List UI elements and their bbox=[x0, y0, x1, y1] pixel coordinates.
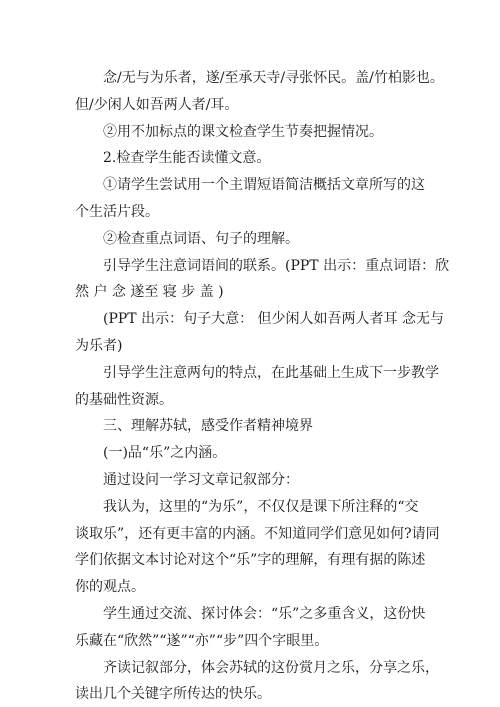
line-text: 通过设问一学习文章记叙部分： bbox=[103, 472, 299, 488]
line-text: 齐读记叙部分，体会苏轼的这份赏月之乐，分享之乐， bbox=[103, 660, 439, 676]
line-text: (一)品“乐”之内涵。 bbox=[103, 445, 227, 461]
line-text: 引导学生注意词语间的联系。(PPT 出示：重点词语：欣 bbox=[103, 258, 450, 274]
line-text: 引导学生注意两句的特点，在此基础上生成下一步教学 bbox=[103, 365, 439, 381]
line-text: ①请学生尝试用一个主谓短语简洁概括文章所写的这 bbox=[103, 177, 425, 193]
line-text: 2.检查学生能否读懂文意。 bbox=[103, 150, 271, 166]
line-text: 我认为，这里的“为乐”，不仅仅是课下所注释的“交 bbox=[103, 499, 419, 515]
line-text: 个生活片段。 bbox=[75, 204, 159, 220]
line-text: 三、理解苏轼，感受作者精神境界 bbox=[103, 418, 313, 434]
line-text: ②检查重点词语、句子的理解。 bbox=[103, 231, 299, 247]
line-text: 但/少闲人如吾两人者/耳。 bbox=[75, 97, 239, 113]
line-text: 的基础性资源。 bbox=[75, 392, 173, 408]
line-text: 你的观点。 bbox=[75, 579, 145, 595]
line-text: 念/无与为乐者，遂/至承天寺/寻张怀民。盖/竹柏影也。 bbox=[103, 70, 444, 86]
line-text: 学生通过交流、探讨体会：“乐”之多重含义，这份快 bbox=[103, 606, 426, 622]
line-text: 然 户 念 遂至 寝 步 盖 ) bbox=[75, 284, 224, 300]
line-text: ②用不加标点的课文检查学生节奏把握情况。 bbox=[103, 124, 383, 140]
line-text: 谈取乐”，还有更丰富的内涵。不知道同学们意见如何?请同 bbox=[75, 526, 440, 542]
line-text: 学们依据文本讨论对这个“乐”字的理解，有理有据的陈述 bbox=[75, 552, 426, 568]
line-text: (PPT 出示：句子大意： 但少闲人如吾两人者耳 念无与 bbox=[103, 311, 444, 327]
line-text: 乐藏在“欣然”“遂”“亦”“步”四个字眼里。 bbox=[75, 633, 329, 649]
line-text: 读出几个关键字所传达的快乐。 bbox=[75, 686, 271, 702]
line-text: 为乐者) bbox=[75, 338, 123, 354]
